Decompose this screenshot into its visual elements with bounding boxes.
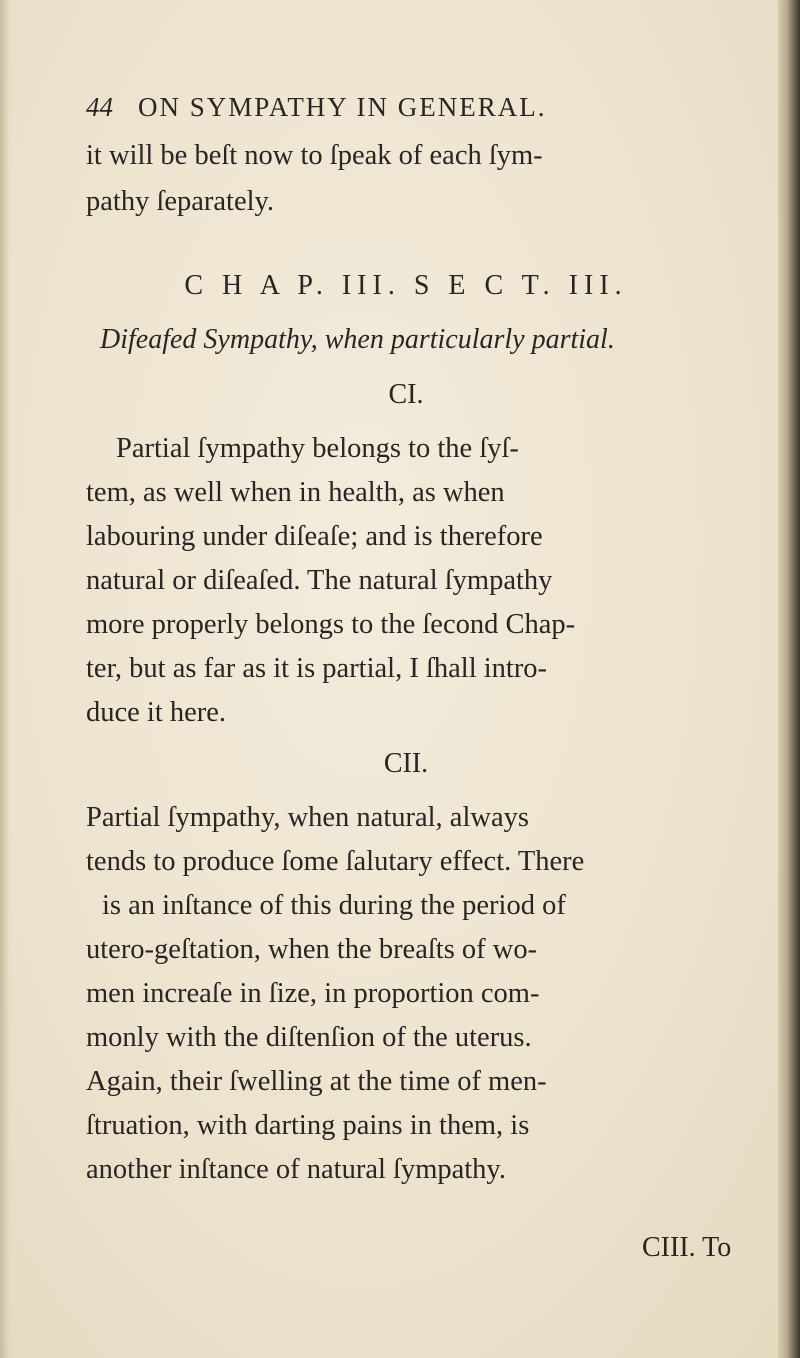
- catchword: CIII. To: [642, 1232, 732, 1263]
- text-line: labouring under diſeaſe; and is therefore: [86, 521, 543, 552]
- text-line: natural or diſeaſed. The natural ſympathy: [86, 565, 553, 596]
- text-line: tends to produce ſome ſalutary effect. There: [86, 846, 585, 877]
- text-line: duce it here.: [86, 697, 227, 728]
- text-line: ter, but as far as it is partial, I ſhall intro-: [86, 653, 548, 684]
- page-right-edge-shadow: [778, 0, 800, 1358]
- text-line: pathy ſeparately.: [86, 186, 275, 217]
- text-line: ſtruation, with darting pains in them, is: [86, 1110, 530, 1141]
- page-number: 44: [86, 92, 113, 122]
- text-line: monly with the diſtenſion of the uterus.: [86, 1022, 532, 1053]
- text-line: it will be beſt now to ſpeak of each ſym-: [86, 140, 543, 171]
- text-line: Partial ſympathy, when natural, always: [86, 802, 529, 833]
- text-line: utero-geſtation, when the breaſts of wo-: [86, 934, 538, 965]
- section-number: CI.: [388, 379, 424, 410]
- section-number: CII.: [383, 748, 429, 779]
- text-line: Again, their ſwelling at the time of men-: [86, 1066, 547, 1097]
- text-line: men increaſe in ſize, in proportion com-: [86, 978, 540, 1009]
- section-title: Difeafed Sympathy, when particularly partial.: [100, 324, 615, 355]
- text-line: is an inſtance of this during the period of: [102, 890, 566, 921]
- text-line: tem, as well when in health, as when: [86, 477, 505, 508]
- running-title: ON SYMPATHY IN GENERAL.: [138, 92, 547, 122]
- text-line: Partial ſympathy belongs to the ſyſ-: [116, 433, 519, 464]
- text-line: more properly belongs to the ſecond Chap-: [86, 609, 576, 640]
- text-line: another inſtance of natural ſympathy.: [86, 1154, 506, 1185]
- running-head: [86, 92, 726, 123]
- chapter-heading: C H A P. III. S E C T. III.: [184, 270, 628, 301]
- page-left-edge: [0, 0, 10, 1358]
